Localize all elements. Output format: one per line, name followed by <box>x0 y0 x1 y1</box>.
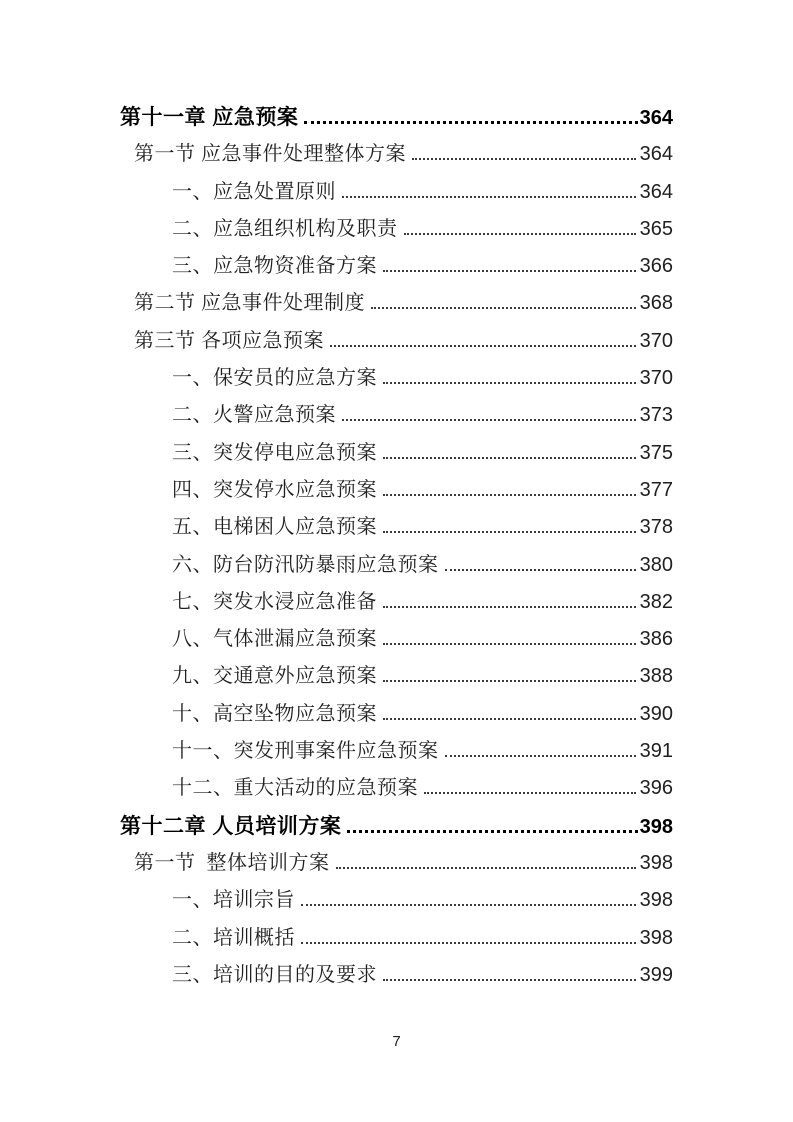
dot-leader <box>383 606 636 608</box>
toc-entry[interactable] <box>120 696 673 733</box>
page-number: 7 <box>392 1033 401 1050</box>
toc-entry-page-number: 365 <box>639 217 673 240</box>
dot-leader <box>371 307 636 309</box>
toc-entry-page-number: 388 <box>639 665 673 688</box>
toc-entry-label: 一、培训宗旨 <box>172 889 295 912</box>
toc-entry-page-number: 364 <box>639 180 673 203</box>
dot-leader <box>404 233 636 235</box>
toc-entry-page-number: 377 <box>639 478 673 501</box>
dot-leader <box>383 531 636 533</box>
toc-entry-page-number: 370 <box>639 329 673 352</box>
toc-entry[interactable] <box>120 733 673 770</box>
toc-entry-label: 六、防台防汛防暴雨应急预案 <box>172 553 439 576</box>
toc-entry-label: 十二、重大活动的应急预案 <box>172 777 418 800</box>
toc-entry[interactable] <box>120 99 673 136</box>
toc-entry[interactable] <box>120 472 673 509</box>
toc-entry-page-number: 373 <box>639 404 673 427</box>
toc-entry-page-number: 398 <box>639 851 673 874</box>
dot-leader <box>301 904 636 906</box>
toc-entry[interactable] <box>120 920 673 957</box>
dot-leader <box>383 270 636 272</box>
toc-entry-label: 第十一章 应急预案 <box>120 106 299 129</box>
toc-entry-label: 第二节 应急事件处理制度 <box>134 292 365 315</box>
toc-entry-page-number: 390 <box>639 702 673 725</box>
dot-leader <box>342 196 636 198</box>
toc-entry[interactable] <box>120 808 673 845</box>
toc-entry-label: 二、培训概括 <box>172 926 295 949</box>
dot-leader <box>347 830 637 833</box>
toc-entry-label: 第三节 各项应急预案 <box>134 329 324 352</box>
toc-entry-label: 第一节 整体培训方案 <box>134 851 330 874</box>
toc-entry[interactable] <box>120 621 673 658</box>
toc-entry-page-number: 378 <box>639 516 673 539</box>
toc-entry-label: 四、突发停水应急预案 <box>172 478 377 501</box>
dot-leader <box>304 121 637 124</box>
toc-entry-page-number: 368 <box>639 292 673 315</box>
toc-entry[interactable] <box>120 248 673 285</box>
toc-entry-label: 八、气体泄漏应急预案 <box>172 628 377 651</box>
toc-entry-page-number: 364 <box>639 107 673 129</box>
toc-entry-page-number: 382 <box>639 590 673 613</box>
toc-entry-page-number: 399 <box>639 963 673 986</box>
dot-leader <box>330 345 636 347</box>
toc-entry[interactable] <box>120 136 673 173</box>
toc-entry[interactable] <box>120 397 673 434</box>
table-of-contents <box>120 99 673 994</box>
toc-entry-label: 三、培训的目的及要求 <box>172 963 377 986</box>
toc-entry[interactable] <box>120 845 673 882</box>
toc-entry-label: 五、电梯困人应急预案 <box>172 516 377 539</box>
toc-entry[interactable] <box>120 360 673 397</box>
dot-leader <box>336 867 636 869</box>
toc-entry-page-number: 370 <box>639 367 673 390</box>
toc-entry-page-number: 386 <box>639 628 673 651</box>
toc-entry[interactable] <box>120 211 673 248</box>
toc-entry[interactable] <box>120 658 673 695</box>
toc-entry-label: 二、火警应急预案 <box>172 404 336 427</box>
toc-entry-label: 二、应急组织机构及职责 <box>172 217 398 240</box>
toc-entry[interactable] <box>120 509 673 546</box>
dot-leader <box>383 494 636 496</box>
toc-entry-label: 一、保安员的应急方案 <box>172 367 377 390</box>
toc-entry-label: 十、高空坠物应急预案 <box>172 702 377 725</box>
dot-leader <box>342 419 636 421</box>
toc-entry[interactable] <box>120 957 673 994</box>
dot-leader <box>412 158 636 160</box>
toc-entry-page-number: 398 <box>639 889 673 912</box>
toc-entry-label: 三、应急物资准备方案 <box>172 255 377 278</box>
toc-entry[interactable] <box>120 584 673 621</box>
dot-leader <box>424 792 636 794</box>
toc-entry[interactable] <box>120 435 673 472</box>
toc-entry-label: 七、突发水浸应急准备 <box>172 590 377 613</box>
toc-entry[interactable] <box>120 174 673 211</box>
toc-entry[interactable] <box>120 285 673 322</box>
toc-entry-label: 九、交通意外应急预案 <box>172 665 377 688</box>
toc-entry-page-number: 396 <box>639 777 673 800</box>
toc-entry-page-number: 375 <box>639 441 673 464</box>
toc-entry-page-number: 364 <box>639 143 673 166</box>
dot-leader <box>383 382 636 384</box>
toc-entry-label: 第一节 应急事件处理整体方案 <box>134 143 406 166</box>
dot-leader <box>301 942 636 944</box>
toc-entry-page-number: 391 <box>639 740 673 763</box>
dot-leader <box>445 569 636 571</box>
dot-leader <box>445 755 636 757</box>
toc-entry-page-number: 398 <box>639 926 673 949</box>
toc-entry-label: 第十二章 人员培训方案 <box>120 814 342 838</box>
dot-leader <box>383 680 636 682</box>
toc-entry-page-number: 398 <box>639 815 673 838</box>
toc-entry-label: 三、突发停电应急预案 <box>172 441 377 464</box>
dot-leader <box>383 718 636 720</box>
toc-entry[interactable] <box>120 323 673 360</box>
toc-entry[interactable] <box>120 547 673 584</box>
toc-entry-page-number: 380 <box>639 553 673 576</box>
dot-leader <box>383 979 636 981</box>
toc-entry-label: 一、应急处置原则 <box>172 180 336 203</box>
dot-leader <box>383 457 636 459</box>
toc-entry[interactable] <box>120 882 673 919</box>
toc-entry[interactable] <box>120 770 673 807</box>
toc-entry-label: 十一、突发刑事案件应急预案 <box>172 740 439 763</box>
dot-leader <box>383 643 636 645</box>
toc-entry-page-number: 366 <box>639 255 673 278</box>
